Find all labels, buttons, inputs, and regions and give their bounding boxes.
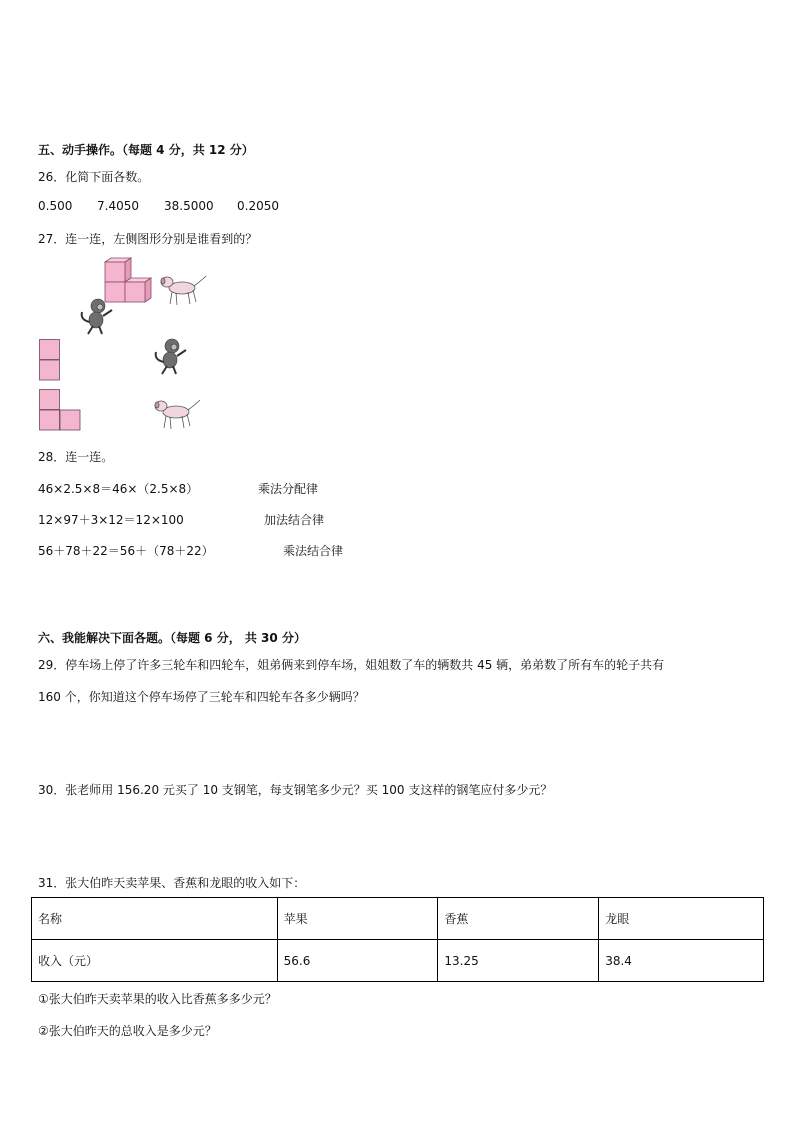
q28-equation-2: 12×97＋3×12＝12×100 [38, 513, 184, 527]
q26-text: 26．化简下面各数。 [38, 170, 150, 184]
section-5-heading: 五、动手操作。（每题 4 分，共 12 分） [38, 143, 254, 157]
monkey-icon [76, 296, 116, 336]
income-table [31, 897, 764, 982]
q29-line-1: 29．停车场上停了许多三轮车和四轮车，姐弟俩来到停车场，姐姐数了车的辆数共 45 辆，弟弟数了所有车的轮子共有 [38, 658, 665, 672]
table-cell: 56.6 [277, 940, 438, 982]
q28-law-1: 乘法分配律 [258, 482, 319, 496]
q29-line-2: 160 个，你知道这个停车场停了三轮车和四轮车各多少辆吗？ [38, 690, 365, 704]
table-header-cell: 名称 [32, 898, 278, 940]
q26-number-2: 7.4050 [97, 199, 139, 213]
dog-icon [158, 272, 208, 308]
table-header-cell: 苹果 [277, 898, 438, 940]
section-6-heading: 六、我能解决下面各题。（每题 6 分， 共 30 分） [38, 631, 306, 645]
q31-sub-1: ①张大伯昨天卖苹果的收入比香蕉多多少元？ [38, 992, 277, 1006]
table-cell: 13.25 [438, 940, 599, 982]
q31-text: 31．张大伯昨天卖苹果、香蕉和龙眼的收入如下： [38, 876, 306, 890]
monkey-icon [150, 336, 190, 376]
dog-icon [152, 396, 202, 432]
view-shape-vertical [39, 339, 61, 382]
q28-equation-1: 46×2.5×8＝46×（2.5×8） [38, 482, 199, 496]
q26-number-3: 38.5000 [164, 199, 214, 213]
q30-text: 30．张老师用 156.20 元买了 10 支钢笔，每支钢笔多少元？买 100 支这样的钢笔应付多少元？ [38, 783, 553, 797]
table-cell: 收入（元） [32, 940, 278, 982]
table-header-cell: 龙眼 [599, 898, 764, 940]
table-header-cell: 香蕉 [438, 898, 599, 940]
table-cell: 38.4 [599, 940, 764, 982]
q26-number-1: 0.500 [38, 199, 73, 213]
view-shape-l [39, 389, 83, 432]
table-header-row [32, 898, 764, 940]
q27-text: 27．连一连，左侧图形分别是谁看到的？ [38, 232, 258, 246]
q28-equation-3: 56＋78＋22＝56＋（78＋22） [38, 544, 214, 558]
q31-sub-2: ②张大伯昨天的总收入是多少元？ [38, 1024, 217, 1038]
q28-law-2: 加法结合律 [264, 513, 325, 527]
q28-law-3: 乘法结合律 [283, 544, 344, 558]
q28-text: 28．连一连。 [38, 450, 114, 464]
table-row [32, 940, 764, 982]
q26-number-4: 0.2050 [237, 199, 279, 213]
